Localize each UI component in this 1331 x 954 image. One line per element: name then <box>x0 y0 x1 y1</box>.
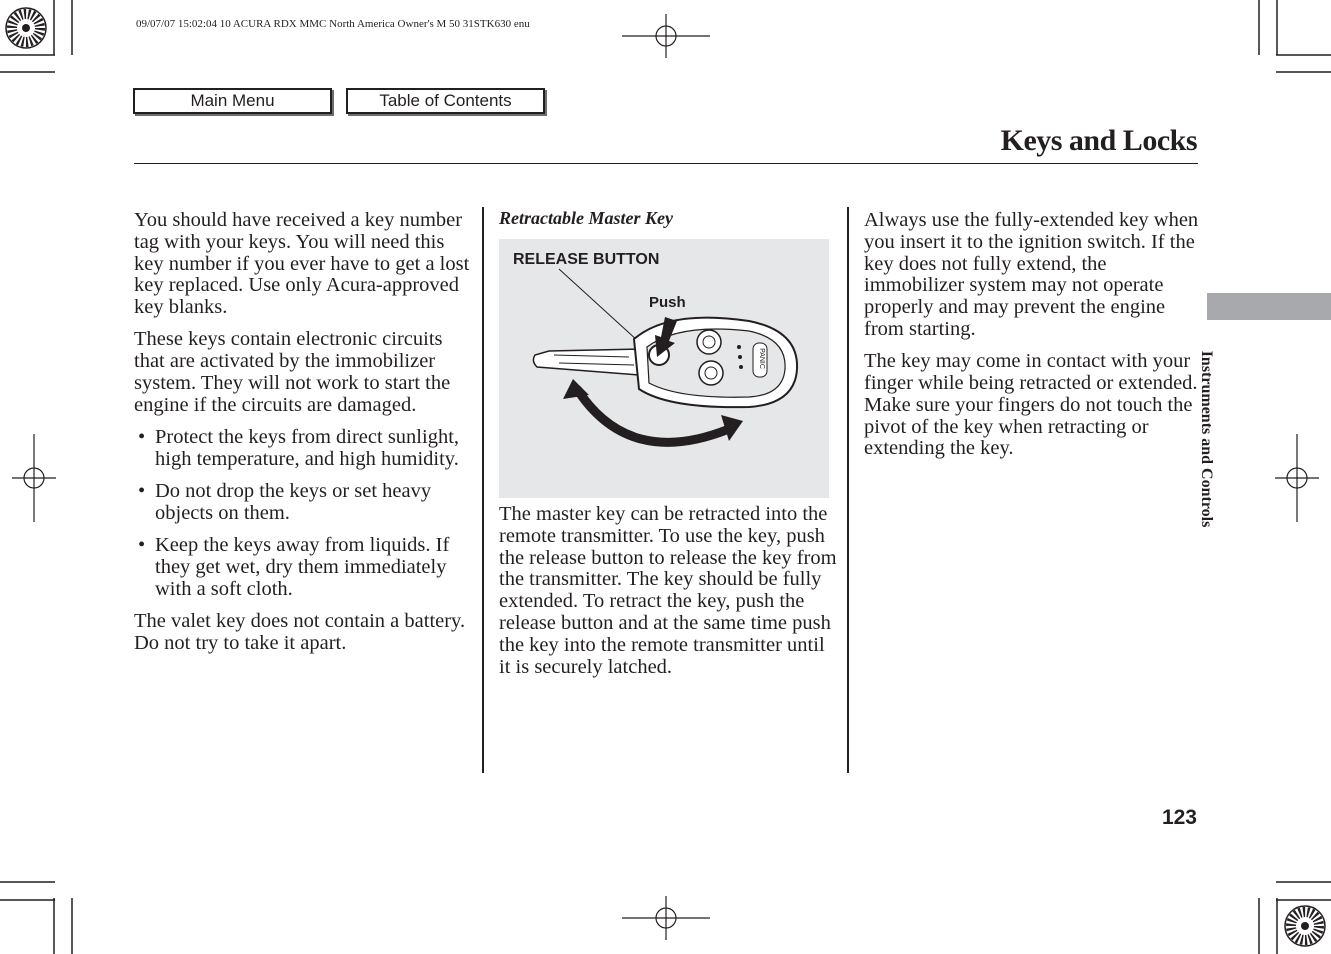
print-header: 09/07/07 15:02:04 10 ACURA RDX MMC North America Owner's M 50 31STK630 enu <box>136 18 530 30</box>
paragraph-key-number: You should have received a key number tag with your keys. You will need this key number if you ever have to get a lost key replaced. Use only Acura-approved key blanks. <box>134 209 470 319</box>
table-of-contents-button[interactable]: Table of Contents <box>346 88 545 114</box>
column-3 <box>864 210 1204 471</box>
crosshair-bottom-center <box>622 896 710 940</box>
crosshair-top-center <box>622 14 710 58</box>
column-divider-2 <box>847 207 849 773</box>
list-item: • Protect the keys from direct sunlight, high temperature, and high humidity. <box>134 427 474 471</box>
column-1 <box>134 210 474 665</box>
list-item: • Do not drop the keys or set heavy objects on them. <box>134 481 474 525</box>
subheading-retractable-key: Retractable Master Key <box>499 208 673 228</box>
paragraph-valet-key: The valet key does not contain a battery. Do not try to take it apart. <box>134 610 466 655</box>
retractable-key-drawing <box>499 239 829 498</box>
paragraph-master-key: The master key can be retracted into the remote transmitter. To use the key, push the release button to release the key from the transmitter. The key should be fully extended. To retract the key, push the release button and at the same time push the key into the remote transmitter until it is securely latched. <box>499 503 837 678</box>
list-item: • Keep the keys away from liquids. If they get wet, dry them immediately with a soft cloth. <box>134 535 474 600</box>
column-divider-1 <box>482 207 484 773</box>
key-care-list <box>134 427 474 601</box>
crosshair-left-middle <box>12 434 56 522</box>
section-tab-label: Instruments and Controls <box>1198 350 1215 528</box>
page-number: 123 <box>1161 806 1197 829</box>
panic-label: PANIC <box>757 348 765 369</box>
registration-mark-top-left <box>0 0 80 80</box>
key-illustration <box>499 239 829 498</box>
section-tab-marker <box>1207 293 1331 320</box>
release-button-label: RELEASE BUTTON <box>513 251 660 268</box>
title-rule <box>134 163 1198 164</box>
crop-marks-bottom-left <box>0 874 80 954</box>
page-title: Keys and Locks <box>1000 124 1197 157</box>
main-menu-button[interactable]: Main Menu <box>133 88 332 114</box>
column-2-body <box>499 504 839 689</box>
crop-marks-top-right <box>1251 0 1331 80</box>
push-label: Push <box>649 294 686 311</box>
column-2 <box>499 208 834 240</box>
paragraph-fully-extended: Always use the fully-extended key when you insert it to the ignition switch. If the key does not fully extend, the immobilizer system may not operate properly and may prevent the engine from starting. <box>864 209 1199 340</box>
paragraph-electronic-circuits: These keys contain electronic circuits that are activated by the immobilizer system. They will not work to start the engine if the circuits are damaged. <box>134 328 451 416</box>
crosshair-right-middle <box>1275 434 1319 522</box>
paragraph-finger-warning: The key may come in contact with your finger while being retracted or extended. Make sure your fingers do not touch the pivot of the key when retracting or extending the key. <box>864 350 1198 460</box>
registration-mark-bottom-right <box>1251 874 1331 954</box>
